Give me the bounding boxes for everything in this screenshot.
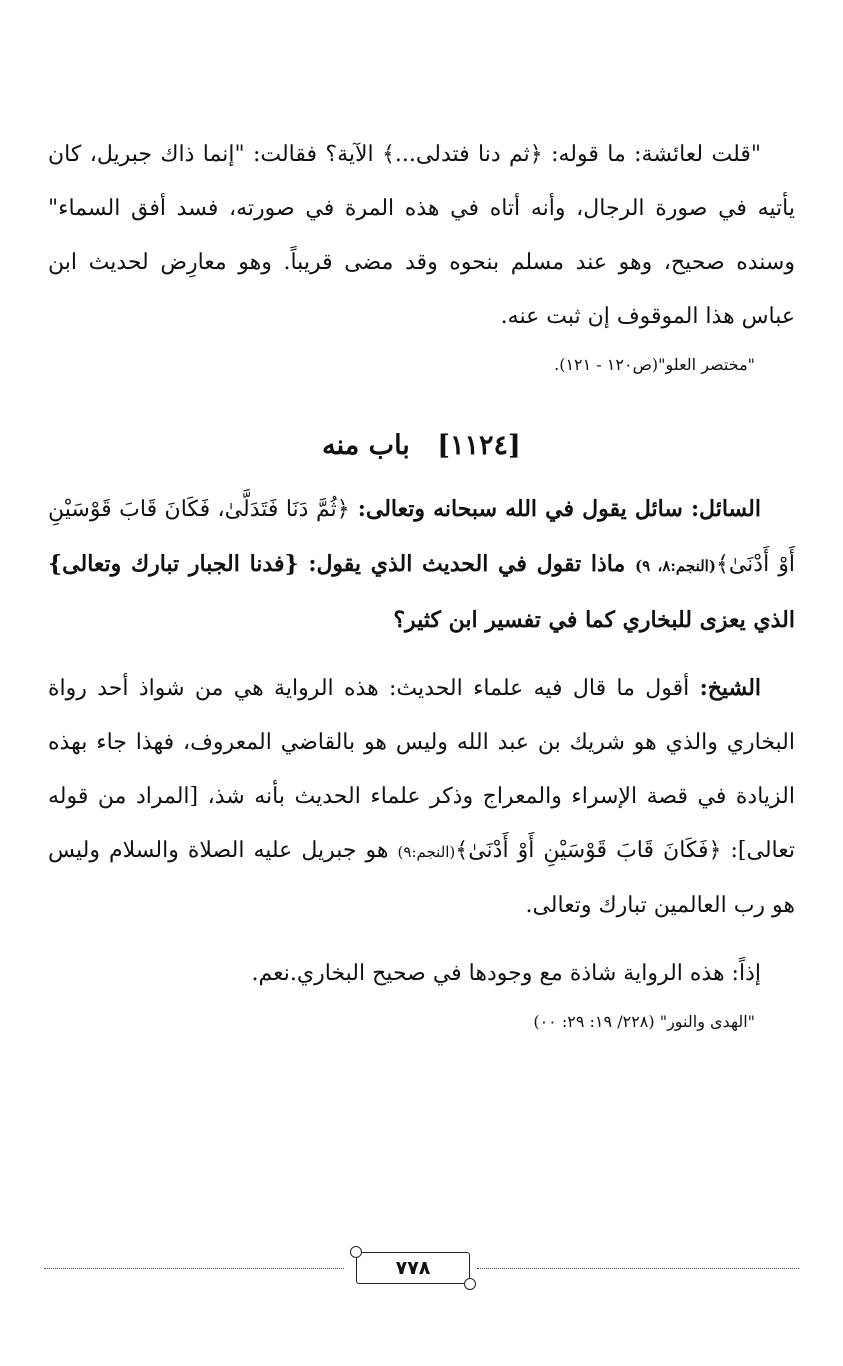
question-verse: ﴿ثُمَّ دَنَا فَتَدَلَّىٰ، فَكَانَ قَابَ قَوْسَيْنِ أَوْ أَدْنَىٰ﴾: [48, 497, 795, 577]
footer-rule-left: [44, 1268, 344, 1269]
footer-rule-right: [477, 1268, 799, 1269]
conclusion-paragraph: إذاً: هذه الرواية شاذة مع وجودها في صحيح البخاري.نعم.: [251, 961, 761, 986]
question-text-a: سائل يقول في الله سبحانه وتعالى:: [357, 496, 683, 522]
answer-text-a: أقول ما قال فيه علماء الحديث: هذه الرواية هي من شواذ أحد رواة البخاري والذي هو شريك بن عبد الله وليس هو بالقاضي المعروف، فهذا جاء بهذه الزيادة في قصة الإسراء والمعراج وذكر علماء الحديث بأنه شذ، [المراد من قوله تعالى]:: [48, 676, 795, 863]
question-paragraph: [48, 482, 795, 647]
page-number: ٧٧٨: [395, 1257, 431, 1279]
question-verse-ref: (النجم:٨، ٩): [635, 557, 716, 575]
page-body: [48, 128, 795, 1037]
answer-speaker: الشيخ:: [699, 675, 762, 701]
answer-verse-ref: (النجم:٩): [397, 843, 456, 861]
previous-paragraph: "قلت لعائشة: ما قوله: ﴿ثم دنا فتدلى...﴾ الآية؟ فقالت: "إنما ذاك جبريل، كان يأتيه في صورة الرجال، وأنه أتاه في هذه المرة في صورته، فسد أفق السماء" وسنده صحيح، وهو عند مسلم بنحوه وقد مضى قريباً. وهو معارِض لحديث ابن عباس هذا الموقوف إن ثبت عنه.: [48, 142, 795, 329]
section-number: [١١٢٤]: [437, 430, 521, 461]
question-text-b: ماذا تقول في الحديث الذي يقول: {فدنا الجبار تبارك وتعالى} الذي يعزى للبخاري كما في تفسير ابن كثير؟: [48, 551, 795, 633]
section-title: باب منه: [322, 430, 410, 461]
previous-source: "مختصر العلو"(ص١٢٠ - ١٢١).: [554, 355, 755, 374]
question-speaker: السائل:: [690, 496, 761, 522]
page-number-frame: [356, 1252, 470, 1284]
answer-verse: ﴿فَكَانَ قَابَ قَوْسَيْنِ أَوْ أَدْنَىٰ﴾: [455, 838, 722, 863]
conclusion-source: "الهدى والنور" (٢٢٨/ ١٩: ٢٩: ٠٠): [533, 1012, 755, 1031]
page-footer: [44, 1248, 799, 1288]
answer-paragraph: [48, 661, 795, 933]
section-heading: [48, 426, 795, 466]
answer-text-b: هو جبريل عليه الصلاة والسلام وليس هو رب العالمين تبارك وتعالى.: [48, 838, 795, 918]
